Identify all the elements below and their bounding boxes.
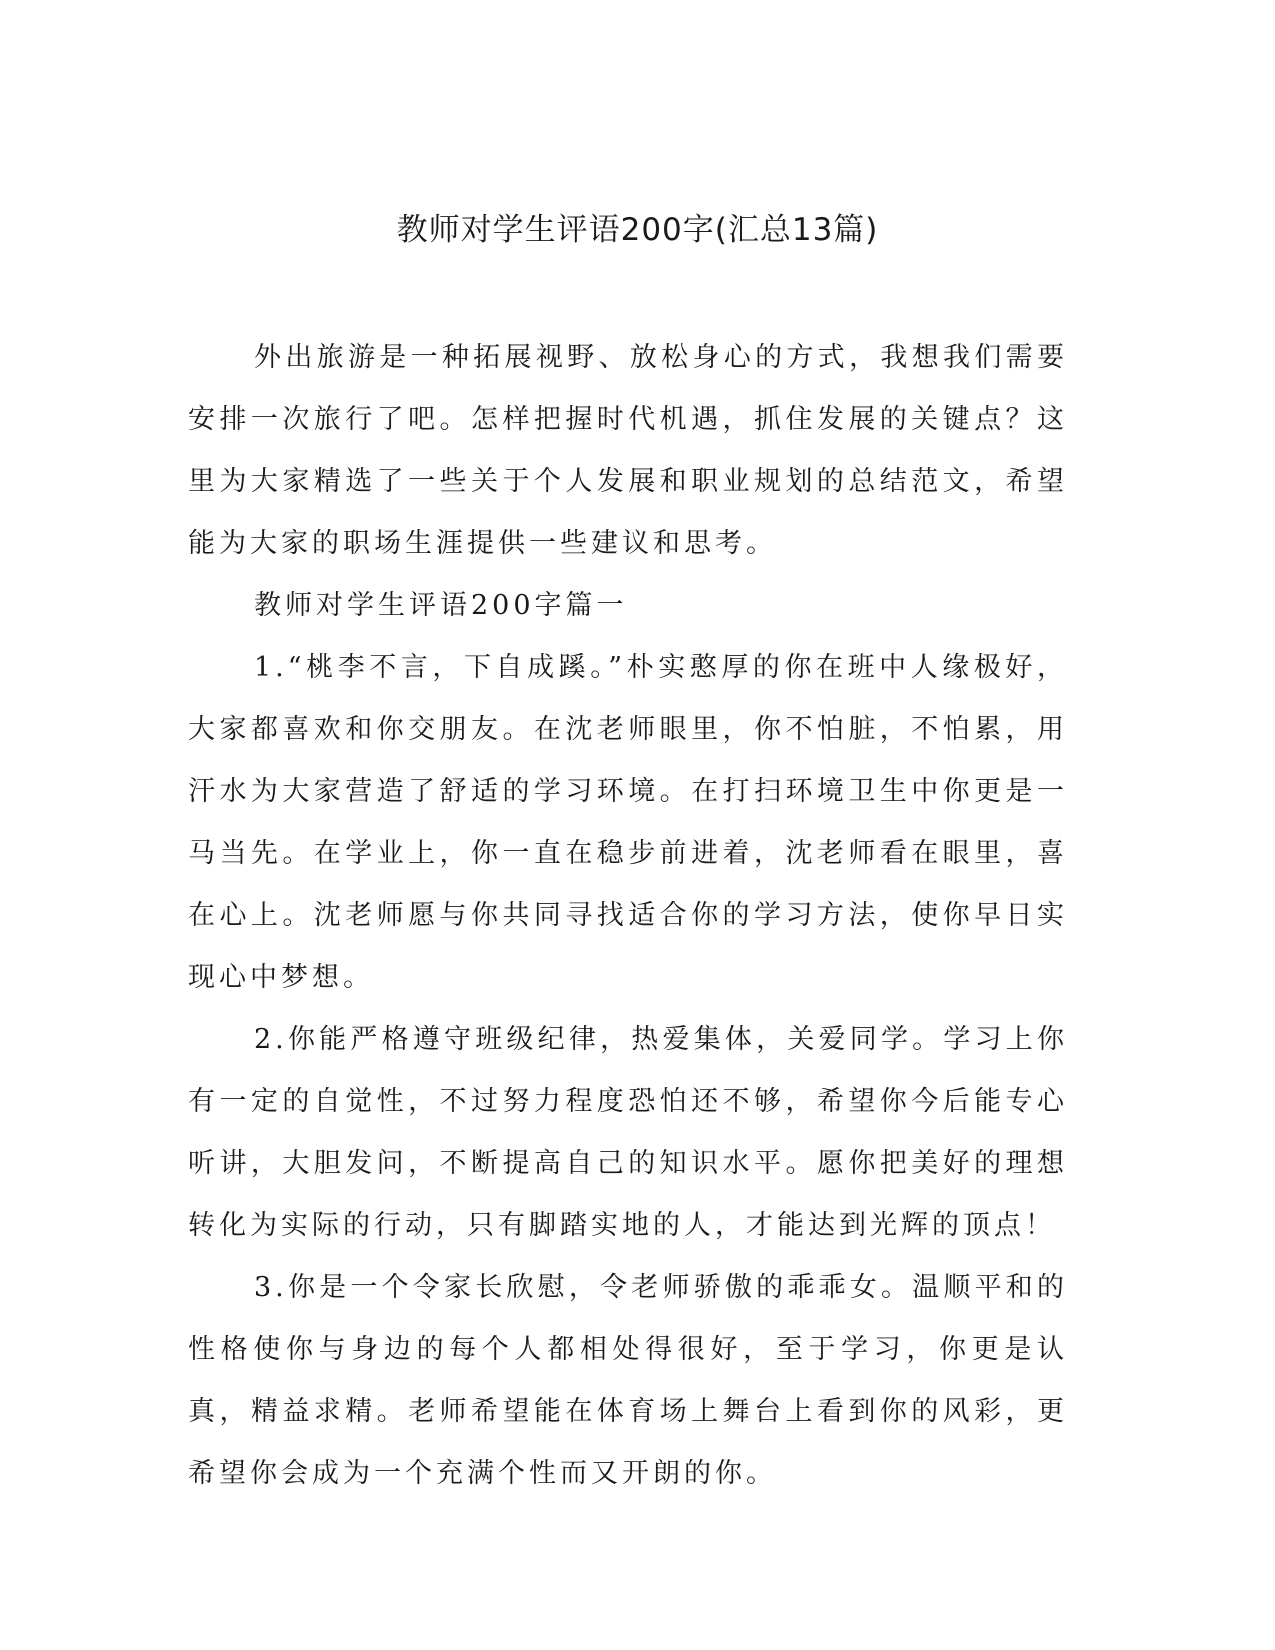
document-title: 教师对学生评语200字(汇总13篇) [396, 212, 879, 248]
comment-paragraph-2: 2.你能严格遵守班级纪律，热爱集体，关爱同学。学习上你有一定的自觉性，不过努力程度恐怕还不够，希望你今后能专心听讲，大胆发问，不断提高自己的知识水平。愿你把美好的理想转化为实际的行动，只有脚踏实地的人，才能达到光辉的顶点！ [188, 1024, 1068, 1241]
section-heading: 教师对学生评语200字篇一 [254, 590, 628, 621]
comment-paragraph-1: 1.“桃李不言，下自成蹊。”朴实憨厚的你在班中人缘极好，大家都喜欢和你交朋友。在沈老师眼里，你不怕脏，不怕累，用汗水为大家营造了舒适的学习环境。在打扫环境卫生中你更是一马当先。在学业上，你一直在稳步前进着，沈老师看在眼里，喜在心上。沈老师愿与你共同寻找适合你的学习方法，使你早日实现心中梦想。 [188, 652, 1068, 993]
comment-paragraph-3: 3.你是一个令家长欣慰，令老师骄傲的乖乖女。温顺平和的性格使你与身边的每个人都相处得很好，至于学习，你更是认真，精益求精。老师希望能在体育场上舞台上看到你的风彩，更希望你会成为一个充满个性而又开朗的你。 [188, 1272, 1068, 1489]
document-body [188, 327, 1068, 1505]
intro-paragraph: 外出旅游是一种拓展视野、放松身心的方式，我想我们需要安排一次旅行了吧。怎样把握时代机遇，抓住发展的关键点？这里为大家精选了一些关于个人发展和职业规划的总结范文，希望能为大家的职场生涯提供一些建议和思考。 [188, 342, 1068, 559]
